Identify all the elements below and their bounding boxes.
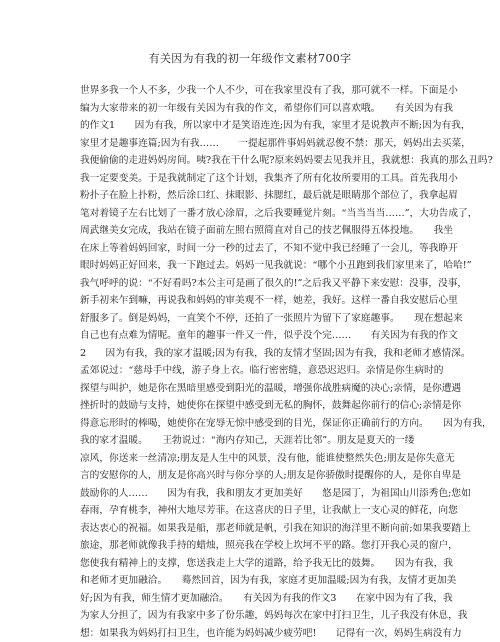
- body-line: 春雨，孕育桃李，神州大地尽芳菲。在这喜庆的日子里，让我献上一支心灵的鲜花，向您: [80, 502, 420, 520]
- body-line: 笔对着镜子左右比划了一番才放心涂眉，之后我要睡觉片刻。“当当当当……”，大功告成了，: [80, 205, 420, 223]
- body-line: 家里才是趣事连篇;因为有我…… 一提起那件事妈妈就忍俊不禁：那天，妈妈出去买菜，: [80, 135, 420, 153]
- body-line: 我的家才温暖。 王勃说过：“海内存知己，天涯若比邻”。朋友是夏天的一缕: [80, 432, 420, 450]
- body-line: 的作文1 因为有我，所以家中才是笑语连连;因为有我，家里才是说教声不断;因为有我，: [80, 117, 420, 135]
- body-line: 自己也有点难为情呢。童年的趣事一件又一件，似乎没个完…… 有关因为有我的作文: [80, 327, 420, 345]
- body-line: 想：如果我为妈妈打扫卫生，也许能为妈妈减少疲劳吧! 记得有一次，妈妈生病没有力: [80, 625, 420, 642]
- body-line: 粉扑子在脸上扑粉，然后涂口红、抹眼影、抹腮红，最后就是眼睛那个部位了，我拿起眉: [80, 187, 420, 205]
- body-line: 我气呼呼的说：“不好看吗?本公主可是画了很久的!”之后我又平静下来安慰：没事，没事，: [80, 275, 420, 293]
- body-line: 和老师才更加融洽。 蓦然回首，因为有我，家庭才更加温暖;因为有我，友情才更加美: [80, 572, 420, 590]
- body-line: 言的安慰你的人，朋友是你高兴时与你分享的人;朋友是你骄傲时提醒你的人，是你自卑是: [80, 467, 420, 485]
- body-line: 舒服多了。倒是妈妈，一直笑个不停，还拍了一张照片为留下了家庭趣事。 现在想起来: [80, 310, 420, 328]
- body-line: 我便偷偷的走进妈妈房间。咦?我在干什么呢?原来妈妈要去见我并且，我就想：我真的那么丑吗?: [80, 152, 420, 170]
- body-line: 孟郊说过：“慈母手中线，游子身上衣。临行密密缝，意恐迟迟归。亲情是你生病时的: [80, 362, 420, 380]
- body-line: 新手初来乍到嘛，再说我和妈妈的审美观不一样，她差，我好。这样一番自我安慰后心里: [80, 292, 420, 310]
- body-line: 旅途，那老师就像我手持的蜡烛，照亮我在学校上坎坷不平的路。您打开我心灵的窗户，: [80, 537, 420, 555]
- document-body: [80, 82, 420, 642]
- body-line: 我一定要变美。于是我就制定了这个计划，我集齐了所有化妆所要用的工具。首先我用小: [80, 170, 420, 188]
- body-line: 您使我有精神上的支撑，您送我走上大学的道路，给予我无比的鼓舞。 因为有我，我: [80, 555, 420, 573]
- body-line: 挫折时的鼓励与支持，她使你在探望中感受到无私的胸怀，鼓舞起你前行的信心;亲情是你: [80, 397, 420, 415]
- body-line: 得意忘形时的棒喝，她使你在宠辱无惊中感受到的目光，保证你正确前行的方向。 因为有我，: [80, 415, 420, 433]
- document-title: 有关因为有我的初一年级作文素材700字: [0, 52, 500, 66]
- body-line: 2 因为有我，我的家才温暖;因为有我，我的友情才坚固;因为有我，我和老师才感情深。: [80, 345, 420, 363]
- body-line: 世界多我一个人不多，少我一个人不少，可在我家里没有了我，那可就不一样。下面是小: [80, 82, 420, 100]
- body-line: 探望与叫护，她是你在黑暗里感受到阳光的温暖，增强你战胜病魔的决心;亲情，是你遭遇: [80, 380, 420, 398]
- body-line: 周武继美女完成，我站在镜子面前左照右照简直对自己的技艺佩服得五体投地。 我坐: [80, 222, 420, 240]
- body-line: 为家人分担了，因为有我家中多了份乐趣，妈妈每次在家中打扫卫生，儿子我没有休息，我: [80, 607, 420, 625]
- body-line: 好;因为有我，师生情才更加融洽。 有关因为有我的作文3 在家中因为有了我，我: [80, 590, 420, 608]
- body-line: 表达衷心的祝福。如果我是船，那老师就是帆，引我在知识的海洋里不断向前;如果我要踏上: [80, 520, 420, 538]
- body-line: 编为大家带来的初一年级有关因为有我的作文，希望你们可以喜欢哦。 有关因为有我: [80, 100, 420, 118]
- body-line: 鼓励你的人…… 因为有我，我和朋友才更加美好 悠是园丁，为祖国山川添秀色;您如: [80, 485, 420, 503]
- body-line: 在床上等着妈妈回家，时间一分一秒的过去了，不知不觉中我已经睡了一会儿，等我睁开: [80, 240, 420, 258]
- body-line: 凉风，你送来一丝清凉;朋友是人生中的风景，没有他，能谁使整然失色;朋友是你失意无: [80, 450, 420, 468]
- body-line: 眼时妈妈正好回来，我一下跑过去。妈妈一见我就说：“哪个小丑跑到我们家里来了，哈哈!”: [80, 257, 420, 275]
